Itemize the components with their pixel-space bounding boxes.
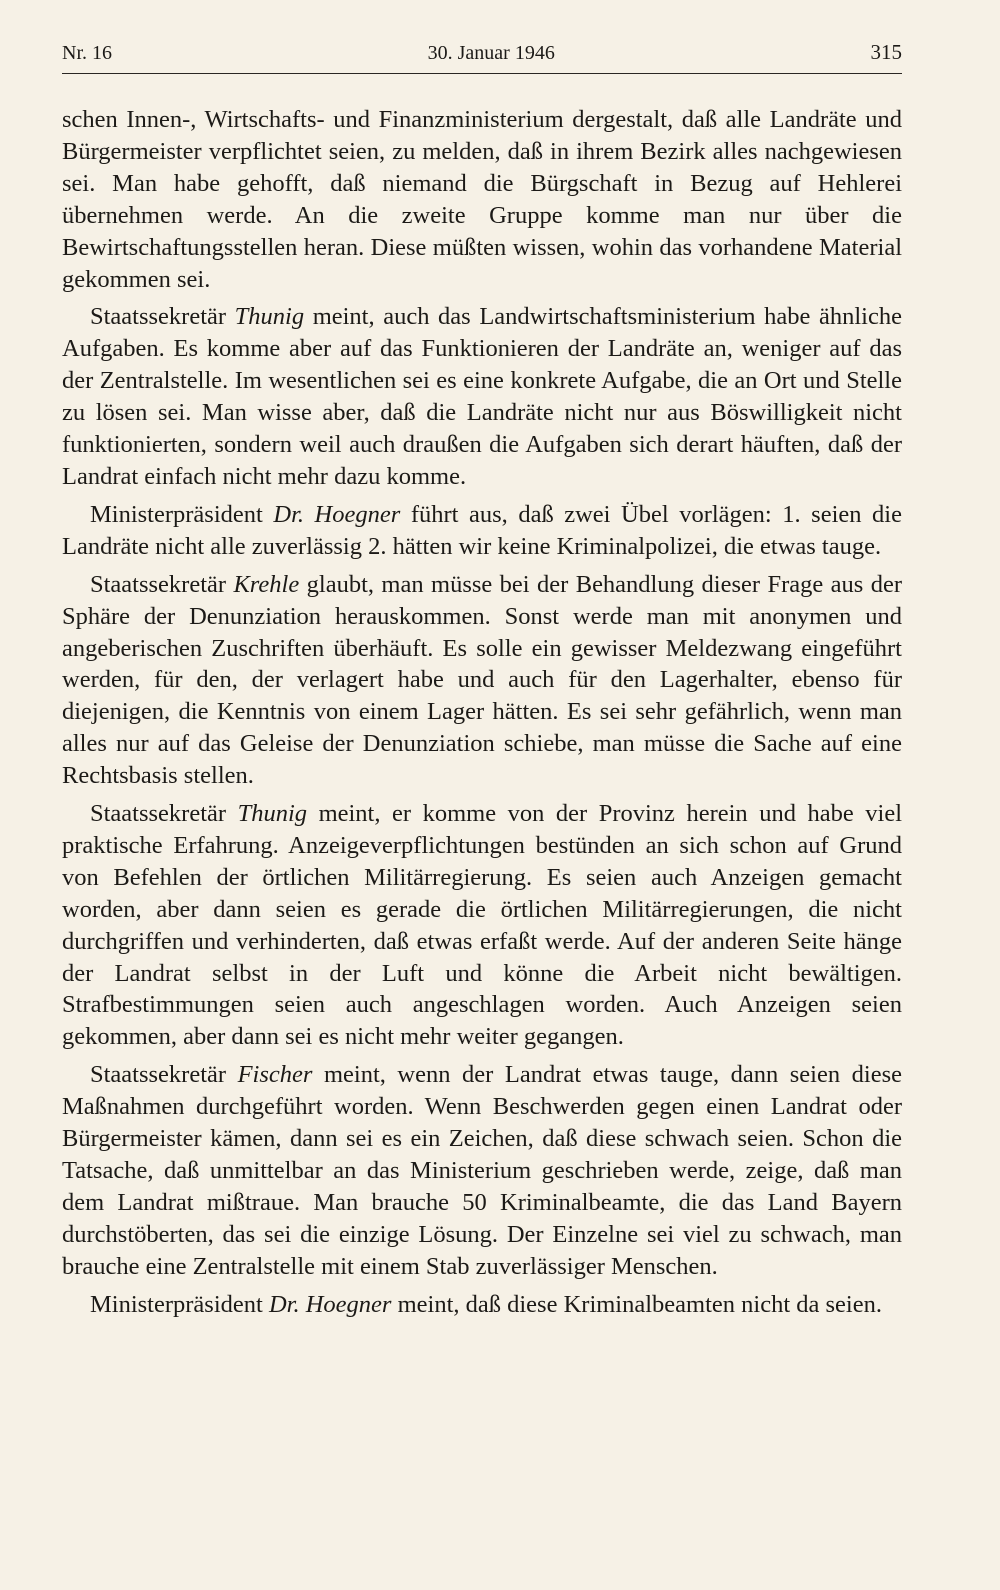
paragraph bbox=[62, 569, 902, 792]
paragraph bbox=[62, 499, 902, 563]
paragraph-text: Staatssekretär bbox=[90, 800, 238, 828]
paragraph-text: Ministerpräsident bbox=[90, 1290, 269, 1318]
paragraph-text: Ministerpräsident bbox=[90, 500, 274, 528]
paragraph-text: meint, wenn der Landrat etwas tauge, dann seien diese Maßnahmen durchgeführt worden. Wenn Beschwerden gegen einen Landrat oder Bürgermeister kämen, dann sei es ein Zeichen, daß diese schwach seien. Schon die Tatsache, daß unmittelbar an das Ministerium geschrieben werde, zeige, daß man dem Landrat mißtraue. Man brauche 50 Kriminalbeamte, die das Land Bayern durchstöberten, das sei die einzige Lösung. Der Einzelne sei viel zu schwach, man brauche eine Zentralstelle mit einem Stab zuverlässiger Menschen. bbox=[62, 1061, 902, 1280]
paragraph-text: führt aus, daß zwei Übel vorlägen: 1. seien die Landräte nicht alle zuverlässig 2. hätten wir keine Kriminalpolizei, die etwas tauge. bbox=[62, 500, 902, 560]
speaker-name: Thunig bbox=[234, 303, 305, 331]
speaker-name: Krehle bbox=[233, 570, 300, 598]
speaker-name: Fischer bbox=[237, 1061, 313, 1089]
paragraph bbox=[62, 104, 902, 295]
paragraph-text: Staatssekretär bbox=[90, 570, 234, 598]
paragraph-text: meint, er komme von der Provinz herein und habe viel praktische Erfahrung. Anzeigeverpflichtungen bestünden an sich schon auf Grund von Befehlen der örtlichen Militärregierung. Es seien auch Anzeigen gemacht worden, aber dann seien es gerade die örtlichen Militärregierungen, die nicht durchgriffen und verhinderten, daß etwas erfaßt werde. Auf der anderen Seite hänge der Landrat selbst in der Luft und könne die Arbeit nicht bewältigen. Strafbestimmungen seien auch angeschlagen worden. Auch Anzeigen seien gekommen, aber dann sei es nicht mehr weiter gegangen. bbox=[62, 800, 902, 1051]
document-page bbox=[62, 40, 902, 1327]
paragraph-text: glaubt, man müsse bei der Behandlung dieser Frage aus der Sphäre der Denunziation herauskommen. Sonst werde man mit anonymen und angeberischen Zuschriften überhäuft. Es solle ein gewisser Meldezwang eingeführt werden, für den, der verlagert habe und auch für den Lagerhalter, ebenso für diejenigen, die Kenntnis von einem Lager hätten. Es sei sehr gefährlich, wenn man alles nur auf das Geleise der Denunziation schiebe, man müsse die Sache auf eine Rechtsbasis stellen. bbox=[62, 570, 902, 790]
speaker-name: Dr. Hoegner bbox=[268, 1290, 392, 1318]
paragraph bbox=[62, 1059, 902, 1282]
issue-number: Nr. 16 bbox=[62, 42, 112, 64]
header-date: 30. Januar 1946 bbox=[427, 42, 555, 64]
paragraph-text: Staatssekretär bbox=[90, 1061, 238, 1089]
speaker-name: Thunig bbox=[237, 800, 308, 828]
paragraph-text: Staatssekretär bbox=[90, 303, 235, 331]
paragraph bbox=[62, 301, 902, 492]
speaker-name: Dr. Hoegner bbox=[273, 500, 401, 528]
paragraph-text: meint, auch das Landwirtschaftsministerium habe ähnliche Aufgaben. Es komme aber auf das Funktionieren der Landräte an, weniger auf das der Zentralstelle. Im wesentlichen sei es eine konkrete Aufgabe, die an Ort und Stelle zu lösen sei. Man wisse aber, daß die Landräte nicht nur aus Böswilligkeit nicht funktionierten, sondern weil auch draußen die Aufgaben sich derart häuften, daß der Landrat einfach nicht mehr dazu komme. bbox=[62, 303, 902, 490]
paragraph-text: schen Innen-, Wirtschafts- und Finanzministerium dergestalt, daß alle Landräte und Bürgermeister verpflichtet seien, zu melden, daß in ihrem Bezirk alles nachgewiesen sei. Man habe gehofft, daß niemand die Bürgschaft in Bezug auf Hehlerei übernehmen werde. An die zweite Gruppe komme man nur über die Bewirtschaftungsstellen heran. Diese müßten wissen, wohin das vorhandene Material gekommen sei. bbox=[62, 106, 902, 293]
body-text bbox=[62, 104, 902, 1321]
paragraph bbox=[62, 1289, 902, 1321]
running-header bbox=[62, 40, 902, 74]
paragraph-text: meint, daß diese Kriminalbeamten nicht da seien. bbox=[391, 1290, 882, 1318]
page-number: 315 bbox=[870, 40, 902, 64]
paragraph bbox=[62, 798, 902, 1053]
